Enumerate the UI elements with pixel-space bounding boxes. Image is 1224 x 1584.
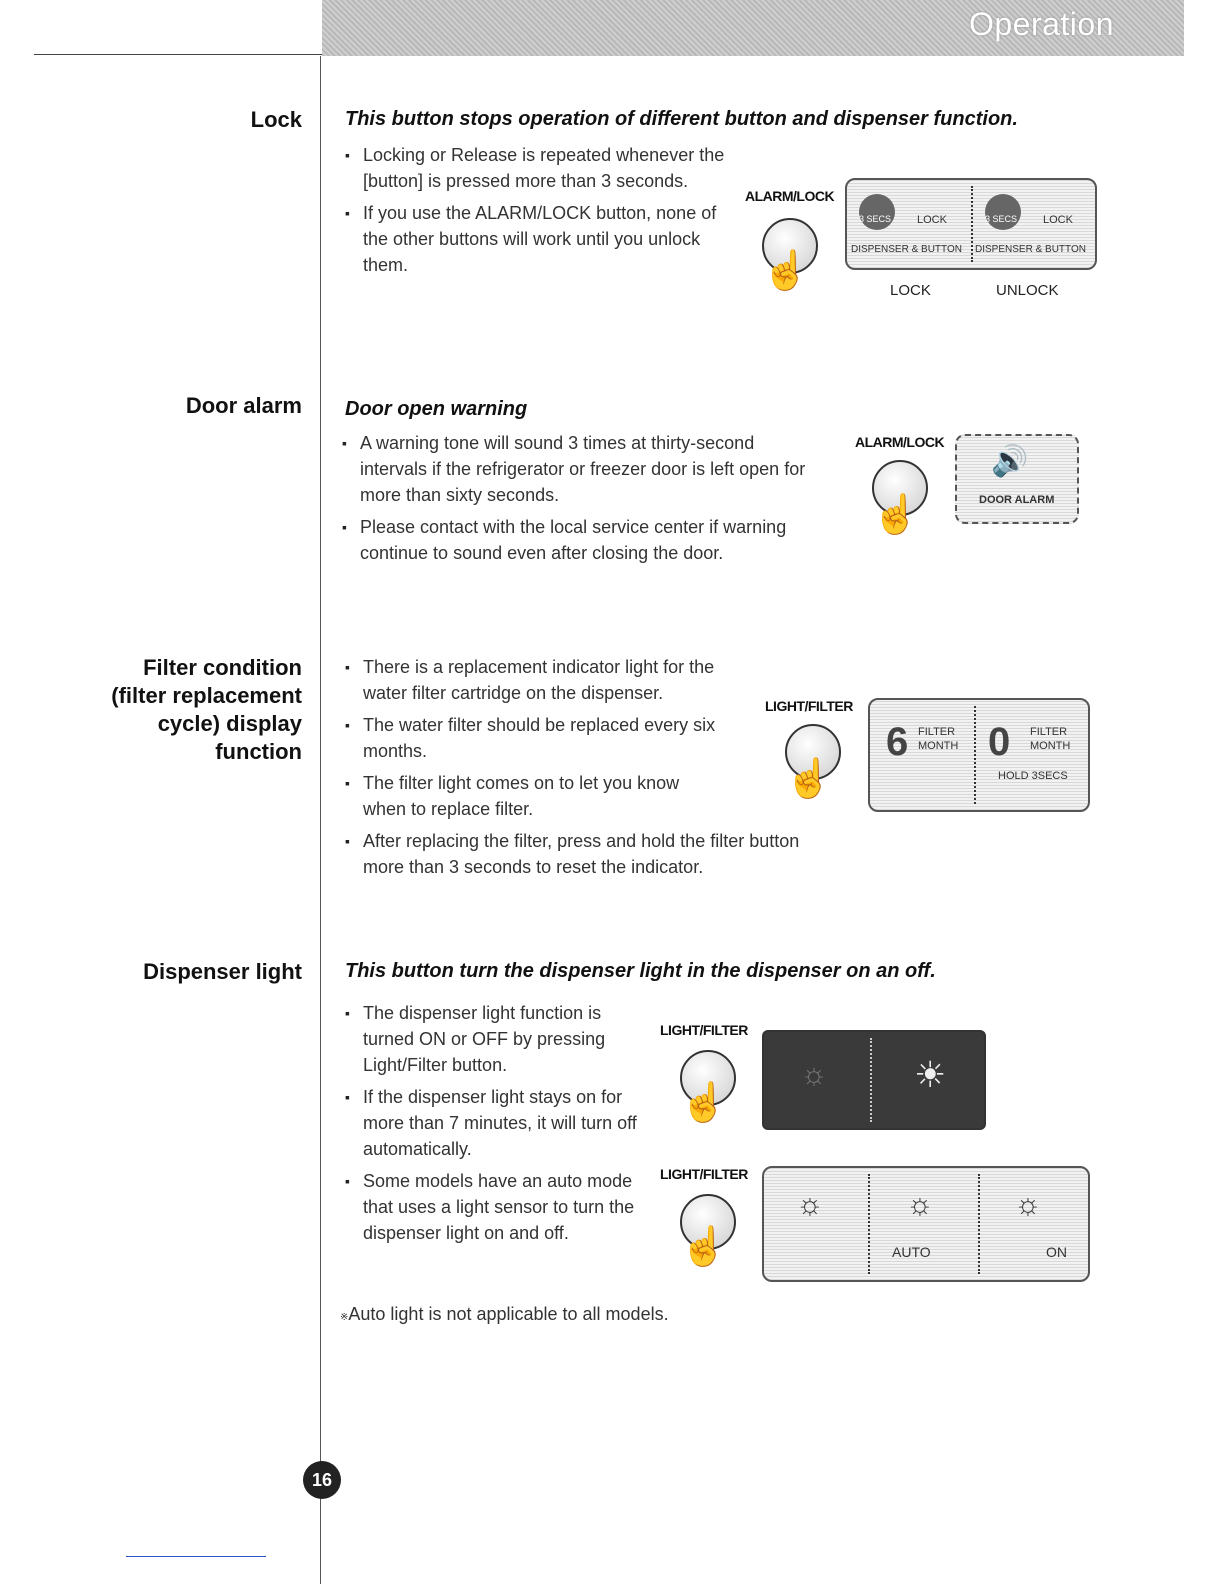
dispenser-light-panel-1 [762, 1030, 986, 1130]
light-icon: ☼ [796, 1188, 824, 1221]
filter-bullets [345, 654, 835, 886]
label-line: cycle) display [157, 711, 302, 736]
panel-divider [868, 1174, 870, 1274]
lock-bottom-left: DISPENSER & BUTTON [851, 244, 962, 255]
section-label-filter [111, 654, 302, 766]
label-line: Filter condition [143, 655, 302, 680]
list-item: ▪ There is a replacement indicator light for the water filter cartridge on the dispenser. [345, 654, 743, 706]
light-filter-button-label: LIGHT/FILTER [660, 1022, 748, 1038]
panel-divider [870, 1038, 872, 1122]
lock-secs-right: 3 SECS [985, 214, 1018, 224]
list-item: ▪ The water filter should be replaced every six months. [345, 712, 743, 764]
list-item: ▪ A warning tone will sound 3 times at thirty-second intervals if the refrigerator or freezer door is left open for more than sixty seconds. [342, 430, 822, 508]
list-item: ▪ Please contact with the local service center if warning continue to sound even after closing the door. [342, 514, 822, 566]
door-alarm-heading: Door open warning [345, 398, 528, 420]
lock-display-panel [845, 178, 1097, 270]
section-label-lock: Lock [250, 107, 302, 132]
lock-text-right: LOCK [1043, 214, 1073, 226]
caption-unlock: UNLOCK [996, 282, 1059, 299]
lock-bullets [345, 142, 735, 284]
panel-divider [971, 186, 973, 262]
filter-digit-right: 0 [988, 720, 1011, 764]
header-rule [34, 54, 324, 55]
note-marker: ※ [340, 1312, 349, 1323]
door-alarm-bullets [342, 430, 822, 572]
section-label-door-alarm: Door alarm [185, 393, 302, 418]
light-off-icon: ☼ [800, 1058, 828, 1091]
light-icon: ☼ [1014, 1188, 1042, 1221]
list-item: ▪ Locking or Release is repeated whenever the [button] is pressed more than 3 seconds. [345, 142, 735, 194]
filter-line1-left: FILTER [918, 726, 956, 738]
filter-hold-text: HOLD 3SECS [998, 770, 1068, 782]
light-filter-button-label: LIGHT/FILTER [660, 1166, 748, 1182]
list-item: ▪ If you use the ALARM/LOCK button, none of the other buttons will work until you unlock them. [345, 200, 735, 278]
panel-divider [978, 1174, 980, 1274]
list-item: ▪ The dispenser light function is turned ON or OFF by pressing Light/Filter button. [345, 1000, 645, 1078]
door-alarm-panel [955, 434, 1079, 524]
label-line: function [215, 739, 302, 764]
light-filter-button-label: LIGHT/FILTER [765, 698, 853, 714]
header-band [322, 0, 1184, 56]
alarm-lock-button-label: ALARM/LOCK [745, 188, 835, 204]
dispenser-light-panel-2 [762, 1166, 1090, 1282]
bottom-link-rule [126, 1556, 266, 1557]
door-alarm-text: DOOR ALARM [979, 494, 1055, 506]
note [340, 1304, 669, 1325]
speaker-icon: 🔊 [991, 445, 1029, 478]
column-divider [320, 56, 321, 1584]
page-title: Operation [968, 6, 1114, 42]
light-on-icon: ☀ [914, 1054, 947, 1095]
light-icon: ☼ [906, 1188, 934, 1221]
on-text: ON [1046, 1244, 1067, 1260]
panel-divider [974, 706, 976, 804]
section-label-dispenser-light: Dispenser light [143, 959, 302, 984]
hand-icon: ☝ [785, 758, 833, 800]
hand-icon: ☝ [762, 250, 810, 292]
list-item: ▪ After replacing the filter, press and hold the filter button more than 3 seconds to reset the indicator. [345, 828, 835, 880]
lock-heading: This button stops operation of different button and dispenser function. [345, 108, 1018, 130]
hand-icon: ☝ [680, 1226, 728, 1268]
hand-icon: ☝ [680, 1082, 728, 1124]
filter-line1-right: FILTER [1030, 726, 1068, 738]
list-item: ▪ If the dispenser light stays on for more than 7 minutes, it will turn off automatically. [345, 1084, 645, 1162]
dispenser-light-heading: This button turn the dispenser light in the dispenser on an off. [345, 960, 936, 982]
lock-text-left: LOCK [917, 214, 947, 226]
filter-line2-left: MONTH [918, 740, 959, 752]
auto-text: AUTO [892, 1244, 931, 1260]
label-line: (filter replacement [111, 683, 302, 708]
lock-icon [859, 194, 895, 230]
page-number: 16 [303, 1461, 341, 1499]
unlock-icon [985, 194, 1021, 230]
lock-secs-left: 3 SECS [859, 214, 892, 224]
list-item: ▪ The filter light comes on to let you know when to replace filter. [345, 770, 723, 822]
dispenser-light-bullets [345, 1000, 645, 1252]
list-item: ▪ Some models have an auto mode that uses a light sensor to turn the dispenser light on and off. [345, 1168, 645, 1246]
filter-display-panel [868, 698, 1090, 812]
caption-lock: LOCK [890, 282, 931, 299]
hand-icon: ☝ [872, 494, 920, 536]
filter-line2-right: MONTH [1030, 740, 1071, 752]
note-text: Auto light is not applicable to all models. [348, 1304, 669, 1324]
lock-bottom-right: DISPENSER & BUTTON [975, 244, 1086, 255]
filter-digit-left: 6 [886, 720, 909, 764]
alarm-lock-button-label: ALARM/LOCK [855, 434, 945, 450]
